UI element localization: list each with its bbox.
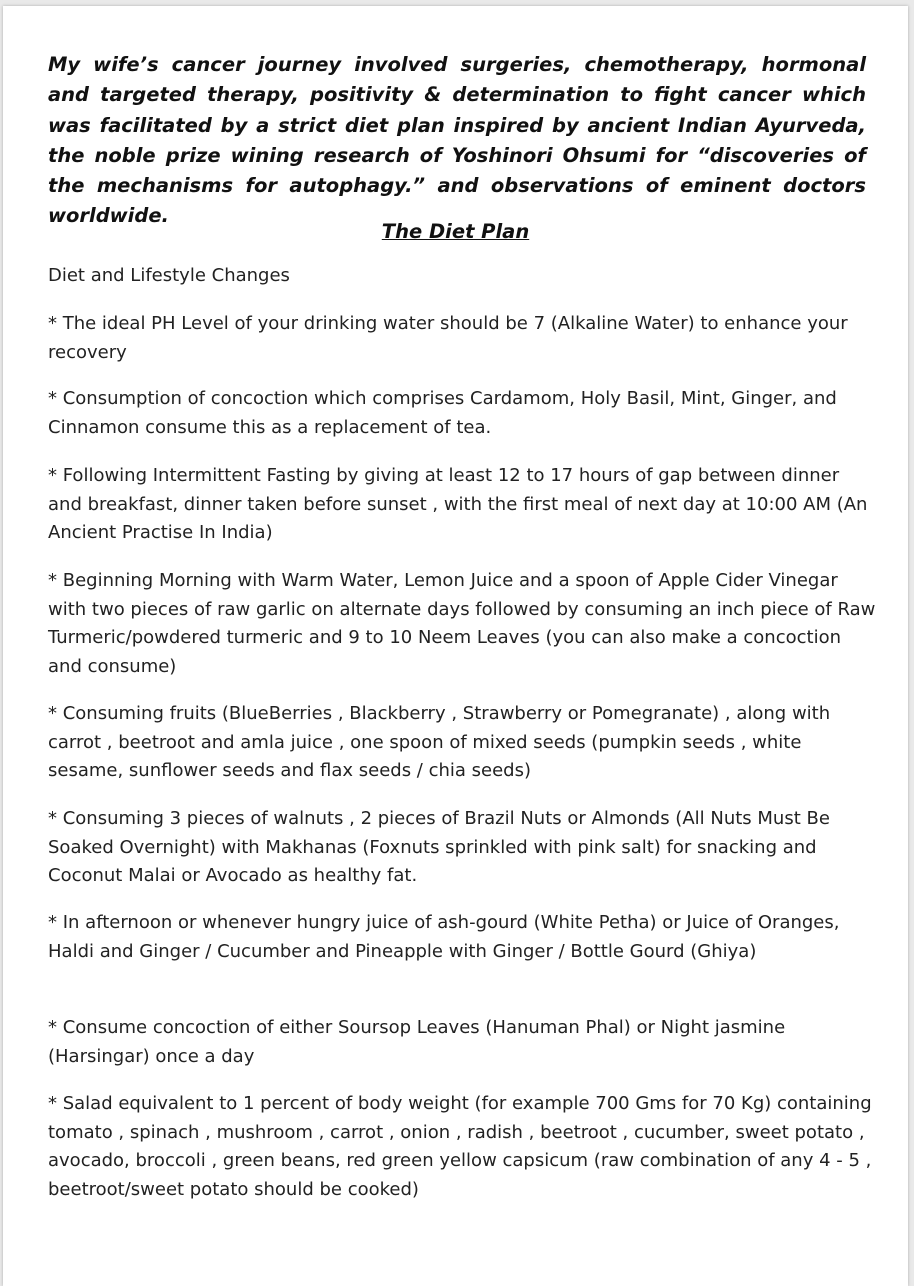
document-page [3,6,908,1286]
diet-item-salad: * Salad equivalent to 1 percent of body weight (for example 700 Gms for 70 Kg) containing tomato , spinach , mushroom , carrot , onion , radish , beetroot , cucumber, sweet potato , avocado, broccoli , green beans, red green yellow capsicum (raw combination of any 4 - 5 , beetroot/sweet potato should be cooked) [48,1093,872,1201]
diet-item-fruits-seeds: * Consuming fruits (BlueBerries , Blackberry , Strawberry or Pomegranate) , along with carrot , beetroot and amla juice , one spoon of mixed seeds (pumpkin seeds , white sesame, sunflower seeds and flax seeds / chia seeds) [48,703,831,782]
diet-item-afternoon-juice: * In afternoon or whenever hungry juice of ash-gourd (White Petha) or Juice of Oranges, Haldi and Ginger / Cucumber and Pineapple with Ginger / Bottle Gourd (Ghiya) [48,912,840,962]
intro-paragraph: My wife’s cancer journey involved surgeries, chemotherapy, hormonal and targeted therapy, positivity & determination to fight cancer which was facilitated by a strict diet plan inspired by ancient Indian Ayurveda, the noble prize wining research of Yoshinori Ohsumi for “discoveries of the mechanisms for autophagy.” and observations of eminent doctors worldwide. [48,53,866,228]
diet-item-tea-concoction: * Consumption of concoction which comprises Cardamom, Holy Basil, Mint, Ginger, and Cinnamon consume this as a replacement of tea. [48,388,837,438]
section-heading: Diet and Lifestyle Changes [48,265,290,286]
diet-item-soursop-concoction: * Consume concoction of either Soursop Leaves (Hanuman Phal) or Night jasmine (Harsingar) once a day [48,1017,786,1067]
diet-plan-title: The Diet Plan [381,220,530,243]
diet-item-morning-routine: * Beginning Morning with Warm Water, Lemon Juice and a spoon of Apple Cider Vinegar with two pieces of raw garlic on alternate days followed by consuming an inch piece of Raw Turmeric/powdered turmeric and 9 to 10 Neem Leaves (you can also make a concoction and consume) [48,570,876,678]
diet-item-nuts-snacks: * Consuming 3 pieces of walnuts , 2 pieces of Brazil Nuts or Almonds (All Nuts Must Be Soaked Overnight) with Makhanas (Foxnuts sprinkled with pink salt) for snacking and Coconut Malai or Avocado as healthy fat. [48,808,830,887]
diet-item-water-ph: * The ideal PH Level of your drinking water should be 7 (Alkaline Water) to enhance your recovery [48,313,848,363]
diet-item-intermittent-fasting: * Following Intermittent Fasting by giving at least 12 to 17 hours of gap between dinner and breakfast, dinner taken before sunset , with the first meal of next day at 10:00 AM (An Ancient Practise In India) [48,465,868,544]
